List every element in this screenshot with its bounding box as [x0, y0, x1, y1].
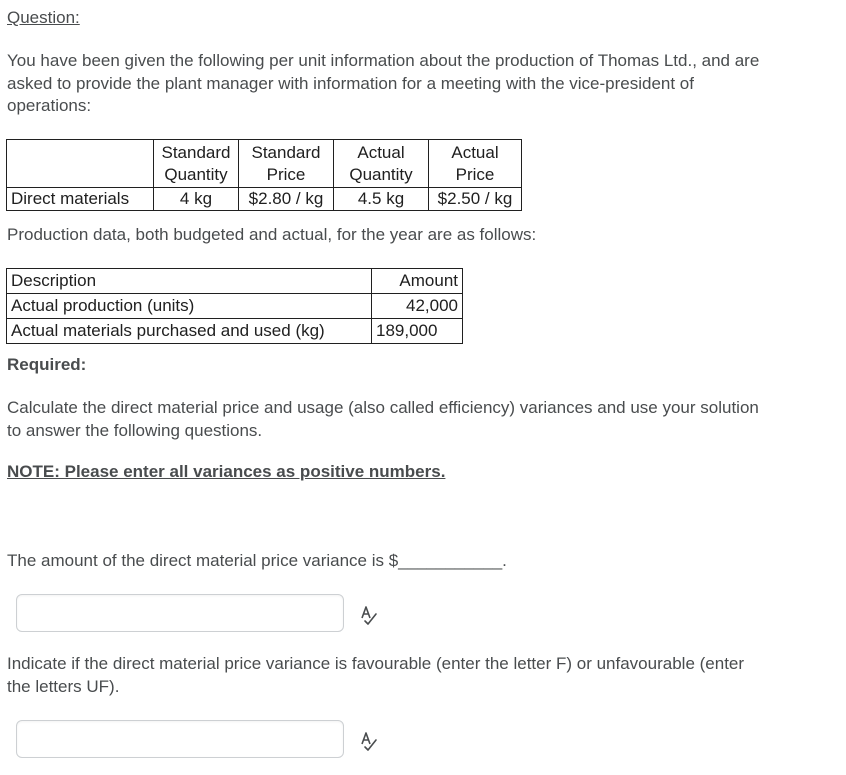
production-header-row — [7, 269, 463, 294]
amount-cell: 189,000 — [372, 319, 463, 344]
actual-quantity-value: 4.5 kg — [334, 188, 429, 211]
row-label: Direct materials — [7, 188, 154, 211]
table-row — [7, 294, 463, 319]
amount-cell: 42,000 — [372, 294, 463, 319]
question-heading: Question: — [7, 8, 80, 27]
description-cell: Actual production (units) — [7, 294, 372, 319]
price-variance-input[interactable] — [16, 594, 344, 632]
standards-table — [6, 139, 522, 211]
header-standard-quantity: Standard Quantity — [154, 140, 239, 188]
instructions-text: Calculate the direct material price and usage (also called efficiency) variances and use your solution to answer the following questions. — [7, 398, 759, 440]
actual-price-value: $2.50 / kg — [429, 188, 522, 211]
standard-quantity-value: 4 kg — [154, 188, 239, 211]
table-row — [7, 319, 463, 344]
question-2-text: Indicate if the direct material price variance is favourable (enter the letter F) or unfavourable (enter the letters UF). — [7, 654, 745, 696]
question-1-text: The amount of the direct material price variance is $___________. — [7, 551, 507, 570]
production-data-text: Production data, both budgeted and actual, for the year are as follows: — [7, 225, 537, 244]
standard-price-value: $2.80 / kg — [239, 188, 334, 211]
spellcheck-icon[interactable] — [358, 604, 380, 626]
intro-text: You have been given the following per unit information about the production of Thomas Ltd., and are asked to provide the plant manager with information for a meeting with the vice-president of operations: — [7, 51, 760, 115]
spellcheck-icon[interactable] — [358, 730, 380, 752]
note-text: NOTE: Please enter all variances as positive numbers. — [7, 462, 446, 481]
header-empty-cell — [7, 140, 154, 188]
header-actual-price: Actual Price — [429, 140, 522, 188]
favourable-input[interactable] — [16, 720, 344, 758]
header-amount: Amount — [372, 269, 463, 294]
production-table — [6, 268, 463, 344]
description-cell: Actual materials purchased and used (kg) — [7, 319, 372, 344]
required-label: Required: — [7, 355, 87, 374]
table-row — [7, 188, 522, 211]
header-standard-price: Standard Price — [239, 140, 334, 188]
standards-header-row — [7, 140, 522, 188]
header-actual-quantity: Actual Quantity — [334, 140, 429, 188]
header-description: Description — [7, 269, 372, 294]
